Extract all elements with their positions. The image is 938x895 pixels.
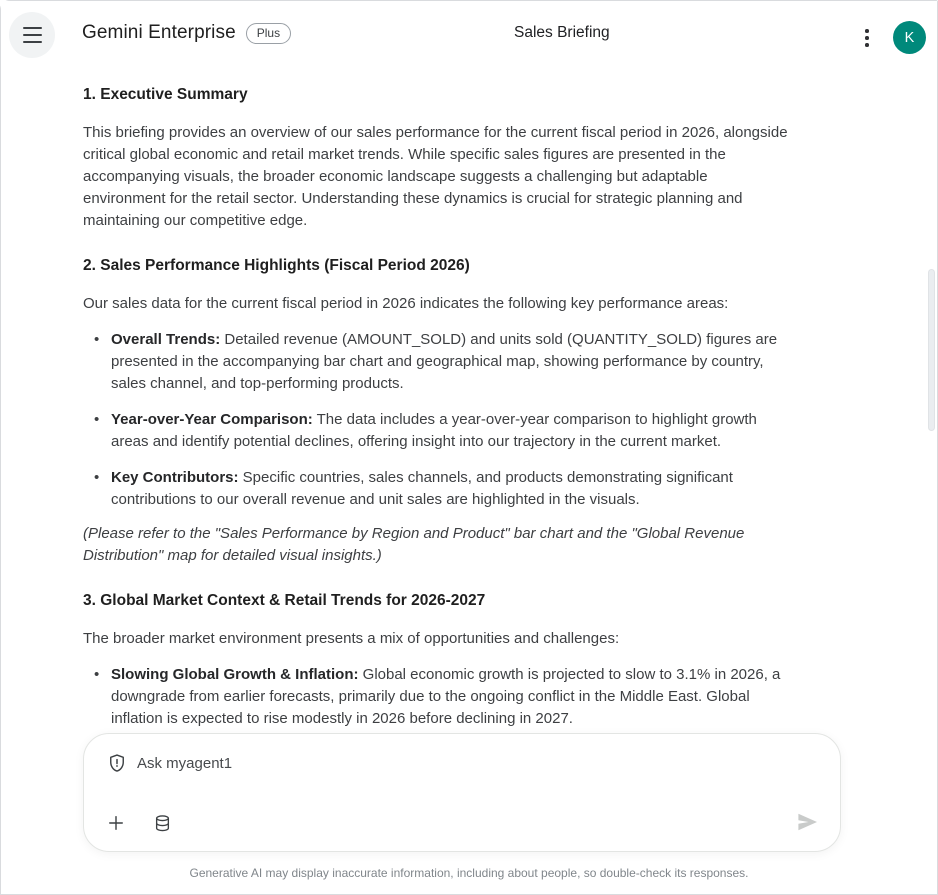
visuals-reference-note: (Please refer to the "Sales Performance by Region and Product" bar chart and the "Global Revenue Distribution" map for detailed visual insights.) — [83, 525, 745, 564]
plus-badge: Plus — [246, 23, 291, 44]
list-item-text: Global economic growth is projected to slow to 3.1% in 2026, a downgrade from earlier forecasts, primarily due to the ongoing conflict in the Middle East. Global inflation is expected to rise modestly in 2026 before declining in 2027. — [111, 666, 781, 727]
section-heading-market-context: 3. Global Market Context & Retail Trends for 2026-2027 — [83, 592, 486, 609]
data-sources-button[interactable] — [153, 814, 172, 833]
list-item — [83, 329, 789, 395]
paragraph-executive-summary: This briefing provides an overview of our sales performance for the current fiscal period in 2026, alongside critical global economic and retail market trends. While specific sales figures are presented in the accompanying visuals, the broader economic landscape suggests a challenging but adaptable environment for the retail sector. Understanding these dynamics is crucial for strategic planning and maintaining our competitive edge. — [83, 124, 788, 229]
app-header — [1, 1, 937, 65]
list-item-lead: Year-over-Year Comparison: — [111, 411, 313, 428]
paragraph-sales-intro: Our sales data for the current fiscal period in 2026 indicates the following key performance areas: — [83, 295, 729, 312]
add-button[interactable] — [106, 813, 126, 833]
scrollbar-thumb[interactable] — [928, 269, 935, 431]
list-item-lead: Slowing Global Growth & Inflation: — [111, 666, 359, 683]
document-title: Sales Briefing — [514, 24, 610, 41]
avatar-initial: K — [904, 29, 915, 46]
agent-shield-icon — [107, 753, 127, 773]
more-options-icon — [865, 29, 869, 47]
list-item — [83, 409, 789, 453]
send-icon — [795, 810, 819, 834]
chat-input-placeholder: Ask myagent1 — [137, 754, 233, 772]
list-item-text: Detailed revenue (AMOUNT_SOLD) and units sold (QUANTITY_SOLD) figures are presented in the accompanying bar chart and geographical map, showing performance by country, sales channel, and top-performing products. — [111, 331, 778, 392]
list-item-lead: Key Contributors: — [111, 469, 239, 486]
market-context-list — [83, 664, 789, 730]
chat-composer — [83, 733, 841, 852]
brand-name: Gemini Enterprise — [82, 22, 236, 43]
paragraph-market-intro: The broader market environment presents a mix of opportunities and challenges: — [83, 630, 620, 647]
more-options-button[interactable] — [854, 25, 880, 51]
add-icon — [106, 813, 126, 833]
list-item-text: Specific countries, sales channels, and products demonstrating significant contributions to our overall revenue and unit sales are highlighted in the visuals. — [111, 469, 733, 508]
menu-button[interactable] — [9, 12, 55, 58]
section-heading-sales-highlights: 2. Sales Performance Highlights (Fiscal Period 2026) — [83, 257, 470, 274]
section-heading-executive-summary: 1. Executive Summary — [83, 86, 248, 103]
sales-highlights-list — [83, 329, 789, 511]
list-item — [83, 664, 789, 730]
chat-input[interactable] — [107, 753, 816, 773]
list-item-text: The data includes a year-over-year comparison to highlight growth areas and identify potential declines, offering insight into our trajectory in the current market. — [111, 411, 757, 450]
avatar[interactable] — [893, 21, 926, 54]
list-item-lead: Overall Trends: — [111, 331, 221, 348]
hamburger-menu-icon — [23, 27, 42, 43]
document-body — [83, 77, 789, 742]
ai-disclaimer: Generative AI may display inaccurate information, including about people, so double-check its responses. — [189, 866, 749, 880]
list-item — [83, 467, 789, 511]
send-button[interactable] — [795, 810, 819, 834]
database-icon — [153, 814, 172, 833]
